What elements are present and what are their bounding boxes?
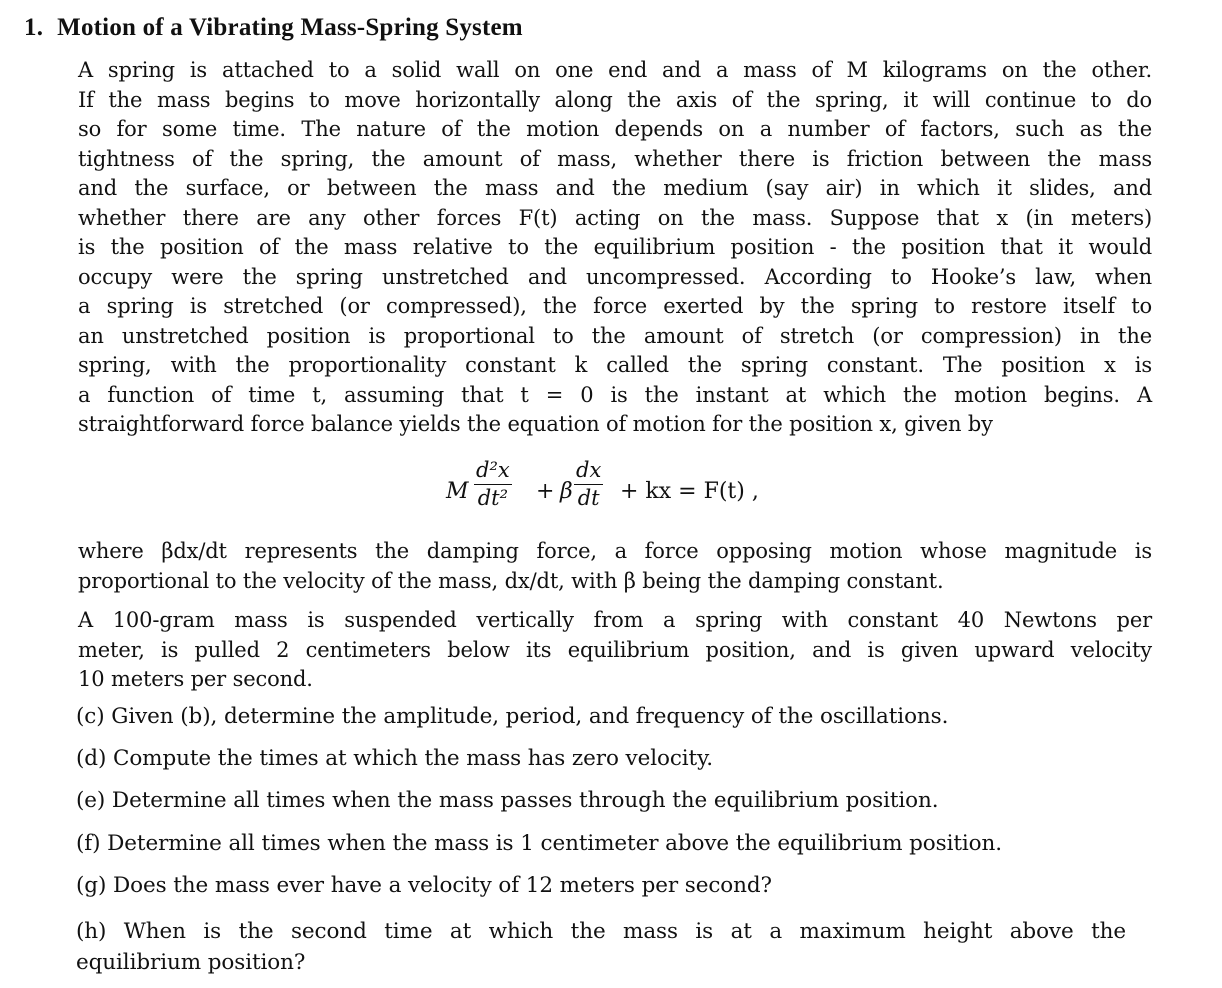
paragraph-line: straightforward force balance yields the equation of motion for the position x, given by xyxy=(78,412,993,436)
fraction-numerator: d²x xyxy=(476,458,510,482)
paragraph-line: occupy were the spring unstretched and uncompressed. According to Hooke’s law, when xyxy=(78,264,1152,289)
paragraph-line: meter, is pulled 2 centimeters below its equilibrium position, and is given upward velocity xyxy=(78,637,1152,662)
equation-plus: + xyxy=(536,479,555,504)
equation-rest: + kx = F(t) , xyxy=(620,479,759,504)
section-title: Motion of a Vibrating Mass-Spring System xyxy=(57,14,523,41)
question-h-line1: (h) When is the second time at which the mass is at a maximum height above the xyxy=(76,919,1126,944)
problem-statement xyxy=(78,606,1152,695)
question-g: (g) Does the mass ever have a velocity of 12 meters per second? xyxy=(76,873,772,898)
section-heading xyxy=(24,14,523,42)
question-d: (d) Compute the times at which the mass has zero velocity. xyxy=(76,746,714,771)
paragraph-line: where βdx/dt represents the damping force, a force opposing motion whose magnitude is xyxy=(78,539,1152,563)
question-h-line2: equilibrium position? xyxy=(76,950,306,975)
equation-mass: M xyxy=(446,479,469,504)
fraction-bar xyxy=(574,484,603,485)
fraction-denominator: dt xyxy=(577,486,600,510)
paragraph-line: so for some time. The nature of the motion depends on a number of factors, such as the xyxy=(78,117,1152,141)
paragraph-line: If the mass begins to move horizontally along the axis of the spring, it will continue to do xyxy=(78,87,1152,112)
fraction-denominator: dt² xyxy=(477,486,509,510)
intro-paragraph xyxy=(78,56,1152,440)
paragraph-line: an unstretched position is proportional to the amount of stretch (or compression) in the xyxy=(78,323,1152,348)
paragraph-line: A spring is attached to a solid wall on one end and a mass of M kilograms on the other. xyxy=(78,58,1152,82)
paragraph-line: and the surface, or between the mass and the medium (say air) in which it slides, and xyxy=(78,176,1152,200)
paragraph-line: a function of time t, assuming that t = 0 is the instant at which the motion begins. A xyxy=(78,382,1152,407)
section-number: 1. xyxy=(24,14,44,41)
fraction-numerator: dx xyxy=(576,458,602,482)
question-c: (c) Given (b), determine the amplitude, period, and frequency of the oscillations. xyxy=(76,704,949,729)
paragraph-line: is the position of the mass relative to the equilibrium position - the position that it would xyxy=(78,235,1152,259)
damping-paragraph xyxy=(78,537,1152,596)
paragraph-line: 10 meters per second. xyxy=(78,667,313,691)
question-h xyxy=(76,916,1126,978)
fraction-bar xyxy=(474,484,512,485)
equation-beta: β xyxy=(560,479,573,504)
question-e: (e) Determine all times when the mass passes through the equilibrium position. xyxy=(76,788,939,813)
paragraph-line: a spring is stretched (or compressed), the force exerted by the spring to restore itself to xyxy=(78,294,1152,318)
paragraph-line: spring, with the proportionality constant k called the spring constant. The position x is xyxy=(78,353,1152,377)
paragraph-line: whether there are any other forces F(t) acting on the mass. Suppose that x (in meters) xyxy=(78,205,1152,230)
first-derivative-fraction xyxy=(574,458,603,510)
paragraph-line: tightness of the spring, the amount of mass, whether there is friction between the mass xyxy=(78,146,1152,171)
equation-of-motion xyxy=(446,458,806,524)
question-f: (f) Determine all times when the mass is 1 centimeter above the equilibrium position. xyxy=(76,831,1002,856)
paragraph-line: A 100-gram mass is suspended vertically from a spring with constant 40 Newtons per xyxy=(78,608,1152,632)
paragraph-line: proportional to the velocity of the mass, dx/dt, with β being the damping constant. xyxy=(78,568,944,593)
second-derivative-fraction xyxy=(474,458,512,510)
